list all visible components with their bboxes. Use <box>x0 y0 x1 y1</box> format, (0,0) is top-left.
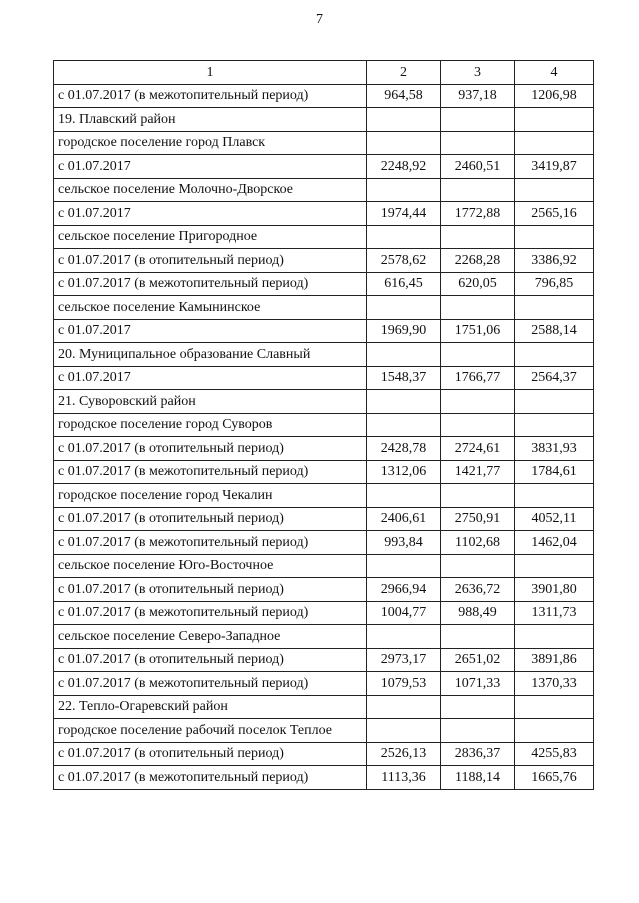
value-cell-col-2: 2973,17 <box>367 648 441 672</box>
value-cell-col-4 <box>515 719 594 743</box>
value-cell-col-2: 1079,53 <box>367 672 441 696</box>
value-cell-col-4: 1370,33 <box>515 672 594 696</box>
row-label-cell: 21. Суворовский район <box>54 390 367 414</box>
row-label-cell: городское поселение город Суворов <box>54 413 367 437</box>
value-cell-col-4: 4052,11 <box>515 507 594 531</box>
value-cell-col-3: 620,05 <box>441 272 515 296</box>
value-cell-col-2 <box>367 390 441 414</box>
value-cell-col-4: 3419,87 <box>515 155 594 179</box>
value-cell-col-4 <box>515 296 594 320</box>
value-cell-col-2: 2406,61 <box>367 507 441 531</box>
table-row <box>54 413 594 437</box>
value-cell-col-3 <box>441 225 515 249</box>
row-label-cell: с 01.07.2017 (в межотопительный период) <box>54 766 367 790</box>
value-cell-col-3 <box>441 554 515 578</box>
value-cell-col-3: 2460,51 <box>441 155 515 179</box>
value-cell-col-3: 2636,72 <box>441 578 515 602</box>
value-cell-col-3: 2268,28 <box>441 249 515 273</box>
table-row <box>54 249 594 273</box>
value-cell-col-2 <box>367 225 441 249</box>
value-cell-col-2 <box>367 719 441 743</box>
row-label-cell: 22. Тепло-Огаревский район <box>54 695 367 719</box>
table-row <box>54 554 594 578</box>
value-cell-col-4: 3831,93 <box>515 437 594 461</box>
table-row <box>54 272 594 296</box>
table-row <box>54 131 594 155</box>
row-label-cell: сельское поселение Камынинское <box>54 296 367 320</box>
value-cell-col-2: 1004,77 <box>367 601 441 625</box>
value-cell-col-3 <box>441 695 515 719</box>
table-row <box>54 390 594 414</box>
value-cell-col-2: 2428,78 <box>367 437 441 461</box>
row-label-cell: с 01.07.2017 (в отопительный период) <box>54 648 367 672</box>
table-header-row <box>54 61 594 85</box>
value-cell-col-4: 2564,37 <box>515 366 594 390</box>
table-body <box>54 84 594 789</box>
row-label-cell: 19. Плавский район <box>54 108 367 132</box>
value-cell-col-4: 4255,83 <box>515 742 594 766</box>
value-cell-col-3: 988,49 <box>441 601 515 625</box>
value-cell-col-2: 993,84 <box>367 531 441 555</box>
table-row <box>54 460 594 484</box>
row-label-cell: с 01.07.2017 (в межотопительный период) <box>54 672 367 696</box>
value-cell-col-4: 1462,04 <box>515 531 594 555</box>
value-cell-col-2 <box>367 484 441 508</box>
value-cell-col-2 <box>367 108 441 132</box>
value-cell-col-2: 1974,44 <box>367 202 441 226</box>
value-cell-col-3 <box>441 108 515 132</box>
value-cell-col-2: 2248,92 <box>367 155 441 179</box>
value-cell-col-2: 1113,36 <box>367 766 441 790</box>
value-cell-col-2 <box>367 625 441 649</box>
value-cell-col-2 <box>367 178 441 202</box>
value-cell-col-4 <box>515 390 594 414</box>
value-cell-col-3 <box>441 131 515 155</box>
value-cell-col-2 <box>367 413 441 437</box>
row-label-cell: городское поселение город Плавск <box>54 131 367 155</box>
table-row <box>54 648 594 672</box>
value-cell-col-3 <box>441 343 515 367</box>
table-row <box>54 108 594 132</box>
row-label-cell: с 01.07.2017 (в межотопительный период) <box>54 460 367 484</box>
value-cell-col-3: 1421,77 <box>441 460 515 484</box>
value-cell-col-4 <box>515 484 594 508</box>
value-cell-col-3 <box>441 719 515 743</box>
value-cell-col-4: 2588,14 <box>515 319 594 343</box>
value-cell-col-3: 2724,61 <box>441 437 515 461</box>
row-label-cell: с 01.07.2017 <box>54 366 367 390</box>
value-cell-col-4 <box>515 343 594 367</box>
value-cell-col-4: 3891,86 <box>515 648 594 672</box>
row-label-cell: сельское поселение Пригородное <box>54 225 367 249</box>
row-label-cell: с 01.07.2017 (в отопительный период) <box>54 437 367 461</box>
column-header-3: 3 <box>441 61 515 85</box>
value-cell-col-4 <box>515 178 594 202</box>
value-cell-col-3 <box>441 296 515 320</box>
value-cell-col-3: 937,18 <box>441 84 515 108</box>
table-row <box>54 296 594 320</box>
value-cell-col-2 <box>367 343 441 367</box>
value-cell-col-2 <box>367 554 441 578</box>
row-label-cell: 20. Муниципальное образование Славный <box>54 343 367 367</box>
value-cell-col-4: 796,85 <box>515 272 594 296</box>
row-label-cell: с 01.07.2017 (в межотопительный период) <box>54 601 367 625</box>
table-row <box>54 484 594 508</box>
value-cell-col-4 <box>515 695 594 719</box>
value-cell-col-3: 1188,14 <box>441 766 515 790</box>
table-row <box>54 155 594 179</box>
value-cell-col-2: 2526,13 <box>367 742 441 766</box>
row-label-cell: с 01.07.2017 (в отопительный период) <box>54 507 367 531</box>
value-cell-col-4 <box>515 625 594 649</box>
table-row <box>54 695 594 719</box>
value-cell-col-2: 616,45 <box>367 272 441 296</box>
row-label-cell: сельское поселение Юго-Восточное <box>54 554 367 578</box>
value-cell-col-2: 1969,90 <box>367 319 441 343</box>
row-label-cell: городское поселение рабочий поселок Теплое <box>54 719 367 743</box>
table-row <box>54 531 594 555</box>
column-header-2: 2 <box>367 61 441 85</box>
row-label-cell: с 01.07.2017 <box>54 155 367 179</box>
value-cell-col-2: 964,58 <box>367 84 441 108</box>
value-cell-col-3: 2836,37 <box>441 742 515 766</box>
value-cell-col-3: 1071,33 <box>441 672 515 696</box>
value-cell-col-4 <box>515 554 594 578</box>
value-cell-col-3: 1751,06 <box>441 319 515 343</box>
row-label-cell: с 01.07.2017 (в отопительный период) <box>54 742 367 766</box>
value-cell-col-4 <box>515 413 594 437</box>
table-row <box>54 601 594 625</box>
table-row <box>54 766 594 790</box>
table-row <box>54 202 594 226</box>
row-label-cell: с 01.07.2017 (в межотопительный период) <box>54 272 367 296</box>
row-label-cell: с 01.07.2017 <box>54 319 367 343</box>
column-header-1: 1 <box>54 61 367 85</box>
value-cell-col-2 <box>367 131 441 155</box>
value-cell-col-3 <box>441 178 515 202</box>
value-cell-col-4: 3386,92 <box>515 249 594 273</box>
row-label-cell: городское поселение город Чекалин <box>54 484 367 508</box>
table-row <box>54 437 594 461</box>
value-cell-col-4: 2565,16 <box>515 202 594 226</box>
value-cell-col-3: 1766,77 <box>441 366 515 390</box>
table-row <box>54 625 594 649</box>
row-label-cell: с 01.07.2017 <box>54 202 367 226</box>
row-label-cell: с 01.07.2017 (в отопительный период) <box>54 249 367 273</box>
table-row <box>54 178 594 202</box>
value-cell-col-2 <box>367 695 441 719</box>
table-row <box>54 578 594 602</box>
row-label-cell: с 01.07.2017 (в отопительный период) <box>54 578 367 602</box>
table-row <box>54 507 594 531</box>
value-cell-col-4: 1206,98 <box>515 84 594 108</box>
table-row <box>54 742 594 766</box>
table-row <box>54 319 594 343</box>
value-cell-col-4: 1784,61 <box>515 460 594 484</box>
table-row <box>54 672 594 696</box>
value-cell-col-2: 1312,06 <box>367 460 441 484</box>
value-cell-col-2 <box>367 296 441 320</box>
value-cell-col-4: 1311,73 <box>515 601 594 625</box>
column-header-4: 4 <box>515 61 594 85</box>
row-label-cell: сельское поселение Молочно-Дворское <box>54 178 367 202</box>
value-cell-col-3: 2651,02 <box>441 648 515 672</box>
row-label-cell: сельское поселение Северо-Западное <box>54 625 367 649</box>
value-cell-col-2: 2578,62 <box>367 249 441 273</box>
table-row <box>54 225 594 249</box>
table-row <box>54 366 594 390</box>
table-row <box>54 343 594 367</box>
value-cell-col-3: 1772,88 <box>441 202 515 226</box>
value-cell-col-4: 3901,80 <box>515 578 594 602</box>
value-cell-col-3: 1102,68 <box>441 531 515 555</box>
row-label-cell: с 01.07.2017 (в межотопительный период) <box>54 84 367 108</box>
page-number: 7 <box>316 12 323 27</box>
value-cell-col-3: 2750,91 <box>441 507 515 531</box>
row-label-cell: с 01.07.2017 (в межотопительный период) <box>54 531 367 555</box>
tariff-table <box>53 60 594 790</box>
value-cell-col-3 <box>441 390 515 414</box>
value-cell-col-2: 1548,37 <box>367 366 441 390</box>
value-cell-col-4: 1665,76 <box>515 766 594 790</box>
value-cell-col-3 <box>441 625 515 649</box>
table-row <box>54 719 594 743</box>
value-cell-col-2: 2966,94 <box>367 578 441 602</box>
value-cell-col-3 <box>441 413 515 437</box>
table-row <box>54 84 594 108</box>
value-cell-col-3 <box>441 484 515 508</box>
value-cell-col-4 <box>515 131 594 155</box>
value-cell-col-4 <box>515 225 594 249</box>
value-cell-col-4 <box>515 108 594 132</box>
